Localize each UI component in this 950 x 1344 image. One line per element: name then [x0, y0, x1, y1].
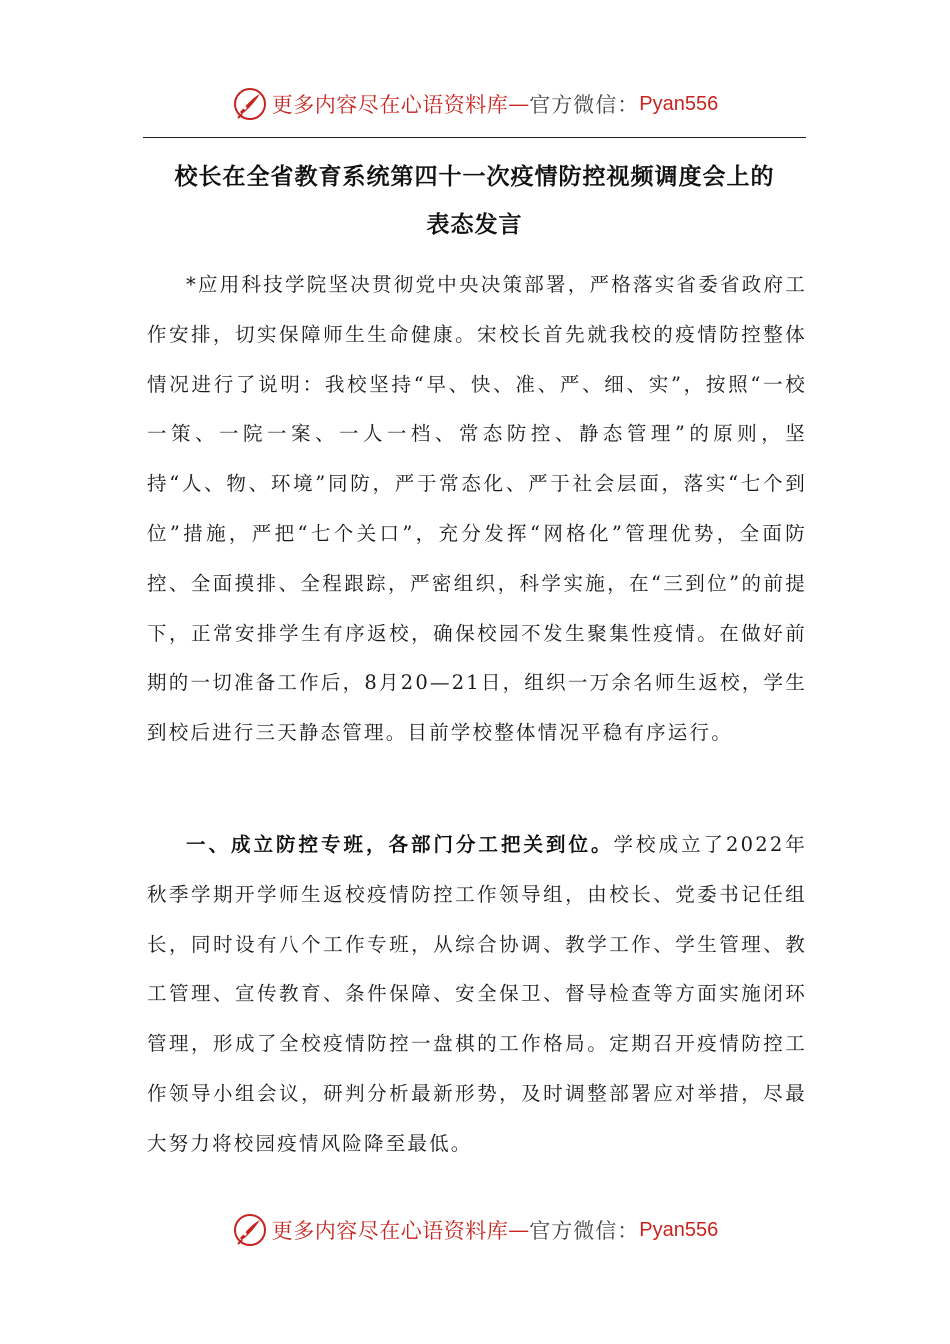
pen-feather-logo-icon [232, 1212, 268, 1248]
banner-separator: — [508, 92, 530, 116]
banner-separator: — [508, 1218, 530, 1242]
intro-paragraph: *应用科技学院坚决贯彻党中央决策部署，严格落实省委省政府工作安排，切实保障师生生命健康。宋校长首先就我校的疫情防控整体情况进行了说明：我校坚持“早、快、准、严、细、实”，按照“一校一策、一院一案、一人一档、常态防控、静态管理”的原则，坚持“人、物、环境”同防，严于常态化、严于社会层面，落实“七个到位”措施，严把“七个关口”，充分发挥“网格化”管理优势，全面防控、全面摸排、全程跟踪，严密组织，科学实施，在“三到位”的前提下，正常安排学生有序返校，确保校园不发生聚集性疫情。在做好前期的一切准备工作后，8月20—21日，组织一万余名师生返校，学生到校后进行三天静态管理。目前学校整体情况平稳有序运行。 [147, 273, 807, 745]
section1-paragraph [147, 820, 807, 1169]
banner-text: 更多内容尽在心语资料库 [271, 93, 509, 117]
banner-handle: Pyan556 [639, 1218, 719, 1241]
footer-banner [0, 1208, 950, 1252]
banner-text: 更多内容尽在心语资料库 [271, 1219, 509, 1243]
document-title-line1: 校长在全省教育系统第四十一次疫情防控视频调度会上的 [174, 164, 775, 190]
pen-feather-logo-icon [232, 86, 268, 122]
banner-handle: Pyan556 [639, 92, 719, 115]
header-divider [143, 137, 806, 138]
banner-label: 官方微信： [529, 1219, 640, 1243]
section1-body: 学校成立了2022年秋季学期开学师生返校疫情防控工作领导组，由校长、党委书记任组长，同时设有八个工作专班，从综合协调、教学工作、学生管理、教工管理、宣传教育、条件保障、安全保卫、督导检查等方面实施闭环管理，形成了全校疫情防控一盘棋的工作格局。定期召开疫情防控工作领导小组会议，研判分析最新形势，及时调整部署应对举措，尽最大努力将校园疫情风险降至最低。 [147, 833, 807, 1155]
document-title-line2: 表态发言 [426, 212, 523, 238]
section1-heading: 一、成立防控专班，各部门分工把关到位。 [186, 833, 614, 856]
banner-label: 官方微信： [529, 93, 640, 117]
header-banner [0, 82, 950, 126]
